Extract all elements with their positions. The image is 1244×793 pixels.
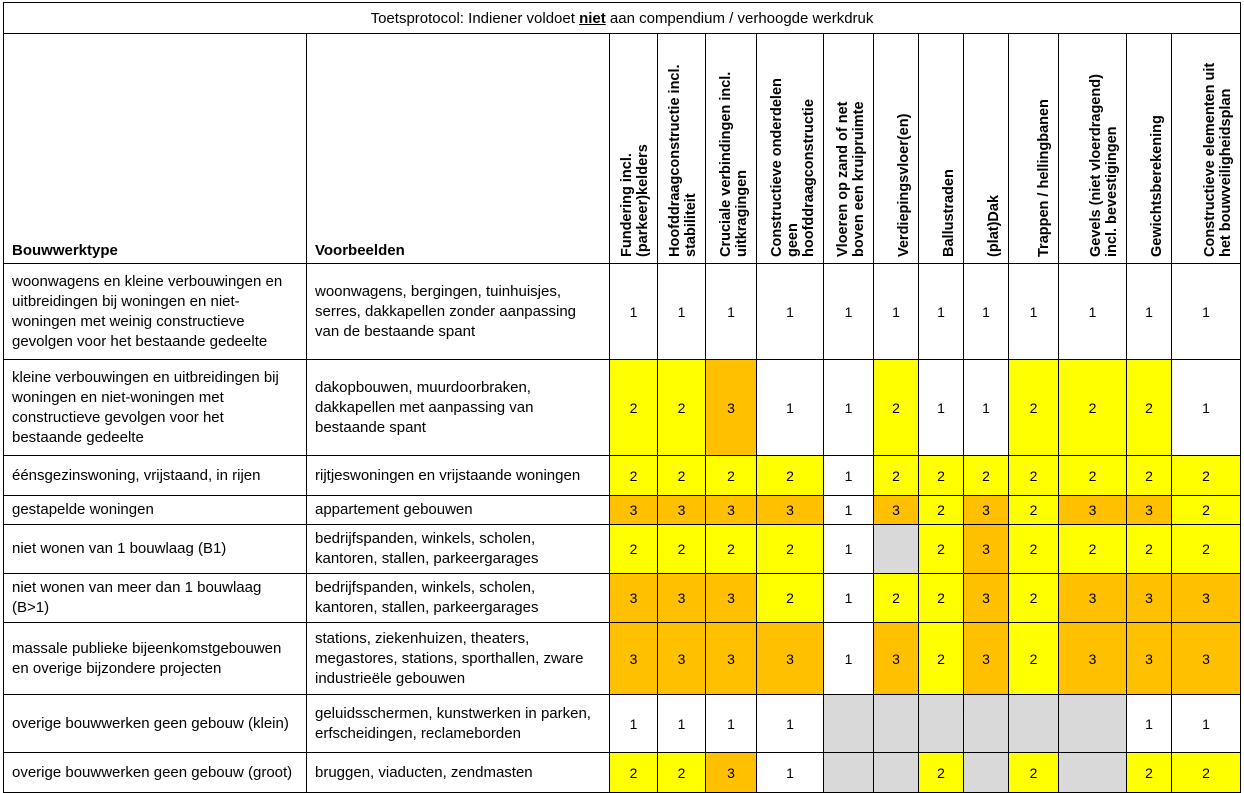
level-cell: 2 [1172, 525, 1241, 574]
column-header-category [964, 34, 1009, 264]
table-row [4, 456, 1241, 496]
voorbeelden-cell: dakopbouwen, muurdoorbraken, dakkapellen met aanpassing van bestaande spant [307, 360, 610, 456]
level-cell: 1 [610, 264, 658, 360]
level-cell: 2 [706, 525, 757, 574]
bouwwerktype-cell: niet wonen van 1 bouwlaag (B1) [4, 525, 307, 574]
level-cell: 2 [874, 574, 919, 623]
table-row [4, 496, 1241, 525]
level-cell: 3 [706, 623, 757, 695]
level-cell [1059, 753, 1127, 793]
level-cell: 1 [824, 525, 874, 574]
level-cell: 2 [919, 496, 964, 525]
level-cell: 2 [964, 456, 1009, 496]
level-cell: 3 [610, 574, 658, 623]
level-cell: 1 [1172, 360, 1241, 456]
column-header-category [919, 34, 964, 264]
level-cell: 3 [964, 525, 1009, 574]
level-cell: 3 [1127, 623, 1172, 695]
level-cell: 3 [1172, 623, 1241, 695]
title-emphasis: niet [579, 9, 606, 27]
bouwwerktype-cell: niet wonen van meer dan 1 bouwlaag (B>1) [4, 574, 307, 623]
level-cell: 1 [757, 360, 824, 456]
level-cell: 2 [658, 456, 706, 496]
level-cell: 2 [1009, 525, 1059, 574]
column-header-category [874, 34, 919, 264]
column-header-line: boven een kruipruimte [851, 101, 867, 257]
level-cell: 1 [1127, 695, 1172, 753]
level-cell: 2 [658, 360, 706, 456]
column-header-category [824, 34, 874, 264]
level-cell: 3 [1127, 574, 1172, 623]
level-cell [874, 525, 919, 574]
voorbeelden-cell: bedrijfspanden, winkels, scholen, kantoren, stallen, parkeergarages [307, 574, 610, 623]
table-row [4, 753, 1241, 793]
level-cell: 2 [919, 574, 964, 623]
bouwwerktype-cell: overige bouwwerken geen gebouw (klein) [4, 695, 307, 753]
level-cell [1009, 695, 1059, 753]
level-cell: 2 [757, 574, 824, 623]
level-cell: 3 [658, 574, 706, 623]
level-cell: 1 [757, 264, 824, 360]
level-cell: 2 [1059, 360, 1127, 456]
level-cell: 3 [1059, 623, 1127, 695]
level-cell: 2 [658, 753, 706, 793]
level-cell: 2 [1172, 496, 1241, 525]
level-cell: 2 [1127, 360, 1172, 456]
column-header-category [706, 34, 757, 264]
bouwwerktype-cell: overige bouwwerken geen gebouw (groot) [4, 753, 307, 793]
table-row [4, 360, 1241, 456]
column-header-line: het bouwveiligheidsplan [1218, 88, 1234, 257]
level-cell: 3 [757, 496, 824, 525]
level-cell: 3 [964, 574, 1009, 623]
column-header-category [1172, 34, 1241, 264]
level-cell: 1 [757, 753, 824, 793]
column-header-line: Trappen / hellingbanen [1036, 99, 1052, 257]
bouwwerktype-cell: massale publieke bijeenkomstgebouwen en overige bijzondere projecten [4, 623, 307, 695]
level-cell: 3 [964, 623, 1009, 695]
level-cell: 3 [610, 623, 658, 695]
level-cell: 2 [1059, 456, 1127, 496]
level-cell [964, 753, 1009, 793]
level-cell: 1 [1127, 264, 1172, 360]
level-cell: 1 [824, 264, 874, 360]
level-cell: 1 [824, 623, 874, 695]
column-header-category [610, 34, 658, 264]
column-header-line: uitkragingen [734, 169, 750, 257]
level-cell: 1 [964, 264, 1009, 360]
voorbeelden-cell: woonwagens, bergingen, tuinhuisjes, serres, dakkapellen zonder aanpassing van de bestaande spant [307, 264, 610, 360]
level-cell: 1 [706, 695, 757, 753]
level-cell: 3 [1172, 574, 1241, 623]
level-cell: 1 [919, 360, 964, 456]
column-header-line: Ballustraden [941, 169, 957, 257]
column-header-category [1059, 34, 1127, 264]
column-header-line: (parkeer)kelders [635, 144, 651, 257]
level-cell: 2 [919, 456, 964, 496]
level-cell: 3 [706, 753, 757, 793]
level-cell: 2 [610, 753, 658, 793]
level-cell: 1 [757, 695, 824, 753]
level-cell: 2 [1127, 525, 1172, 574]
column-header-line: Verdiepingsvloer(en) [896, 113, 912, 257]
column-header-voorbeelden: Voorbeelden [307, 34, 610, 264]
column-header-line: Gevels (niet vloerdragend) [1088, 74, 1104, 257]
column-header-line: Cruciale verbindingen incl. [718, 71, 734, 257]
level-cell [919, 695, 964, 753]
column-header-line: Gewichtsberekening [1149, 115, 1165, 257]
level-cell: 1 [824, 456, 874, 496]
level-cell: 2 [1172, 753, 1241, 793]
column-header-category [658, 34, 706, 264]
level-cell: 1 [824, 360, 874, 456]
column-header-line: Vloeren op zand of net [835, 101, 851, 257]
level-cell: 2 [1172, 456, 1241, 496]
column-header-line: stabiliteit [683, 193, 699, 257]
level-cell: 2 [1009, 574, 1059, 623]
level-cell: 2 [1059, 525, 1127, 574]
level-cell: 1 [824, 574, 874, 623]
level-cell: 1 [1172, 695, 1241, 753]
level-cell: 3 [706, 360, 757, 456]
level-cell: 2 [1009, 360, 1059, 456]
level-cell: 2 [610, 525, 658, 574]
level-cell: 2 [919, 753, 964, 793]
level-cell: 3 [1059, 496, 1127, 525]
level-cell: 3 [874, 496, 919, 525]
column-header-line: incl. bevestigingen [1104, 126, 1120, 257]
level-cell: 1 [964, 360, 1009, 456]
level-cell [874, 695, 919, 753]
bouwwerktype-cell: éénsgezinswoning, vrijstaand, in rijen [4, 456, 307, 496]
level-cell: 3 [1127, 496, 1172, 525]
level-cell: 2 [1009, 623, 1059, 695]
column-header-category [757, 34, 824, 264]
level-cell: 1 [658, 264, 706, 360]
level-cell: 1 [919, 264, 964, 360]
column-header-line: Constructieve elementen uit [1202, 62, 1218, 257]
level-cell: 3 [706, 574, 757, 623]
header-row [4, 34, 1241, 264]
level-cell: 2 [874, 456, 919, 496]
table-row [4, 623, 1241, 695]
level-cell: 1 [706, 264, 757, 360]
bouwwerktype-cell: woonwagens en kleine verbouwingen en uitbreidingen bij woningen en niet-woningen met weinig constructieve gevolgen voor het bestaande gedeelte [4, 264, 307, 360]
level-cell: 2 [610, 360, 658, 456]
level-cell: 3 [757, 623, 824, 695]
level-cell: 2 [1127, 456, 1172, 496]
level-cell: 2 [1009, 753, 1059, 793]
table-row [4, 264, 1241, 360]
level-cell: 2 [610, 456, 658, 496]
voorbeelden-cell: stations, ziekenhuizen, theaters, megastores, stations, sporthallen, zware industrieële gebouwen [307, 623, 610, 695]
voorbeelden-cell: rijtjeswoningen en vrijstaande woningen [307, 456, 610, 496]
level-cell [874, 753, 919, 793]
level-cell: 1 [610, 695, 658, 753]
table-row [4, 695, 1241, 753]
level-cell: 1 [1009, 264, 1059, 360]
level-cell: 3 [706, 496, 757, 525]
table-row [4, 525, 1241, 574]
level-cell: 2 [1009, 456, 1059, 496]
level-cell: 2 [757, 456, 824, 496]
column-header-line: Hoofddraagconstructie incl. [667, 64, 683, 257]
level-cell: 3 [1059, 574, 1127, 623]
level-cell: 3 [964, 496, 1009, 525]
level-cell: 3 [874, 623, 919, 695]
column-header-category [1127, 34, 1172, 264]
level-cell: 3 [658, 496, 706, 525]
level-cell: 2 [874, 360, 919, 456]
level-cell: 2 [1009, 496, 1059, 525]
level-cell [824, 695, 874, 753]
column-header-line: Constructieve onderdelen [769, 78, 785, 257]
level-cell: 1 [874, 264, 919, 360]
table-body [4, 264, 1241, 793]
table-row [4, 574, 1241, 623]
toetsprotocol-table [3, 2, 1241, 793]
level-cell: 2 [658, 525, 706, 574]
level-cell: 2 [757, 525, 824, 574]
level-cell: 1 [1172, 264, 1241, 360]
column-header-line: geen [785, 223, 801, 257]
voorbeelden-cell: geluidsschermen, kunstwerken in parken, erfscheidingen, reclameborden [307, 695, 610, 753]
column-header-line: (plat)Dak [986, 194, 1002, 257]
bouwwerktype-cell: gestapelde woningen [4, 496, 307, 525]
level-cell: 3 [610, 496, 658, 525]
column-header-bouwwerktype: Bouwwerktype [4, 34, 307, 264]
level-cell: 2 [919, 525, 964, 574]
level-cell: 2 [919, 623, 964, 695]
voorbeelden-cell: bruggen, viaducten, zendmasten [307, 753, 610, 793]
title-row [4, 3, 1241, 34]
bouwwerktype-cell: kleine verbouwingen en uitbreidingen bij woningen en niet-woningen met constructieve gevolgen voor het bestaande gedeelte [4, 360, 307, 456]
column-header-category [1009, 34, 1059, 264]
level-cell: 2 [706, 456, 757, 496]
level-cell: 2 [1127, 753, 1172, 793]
voorbeelden-cell: appartement gebouwen [307, 496, 610, 525]
level-cell: 3 [658, 623, 706, 695]
level-cell: 1 [1059, 264, 1127, 360]
level-cell: 1 [658, 695, 706, 753]
column-header-line: Fundering incl. [619, 153, 635, 257]
column-header-line: hoofddraagconstructie [801, 99, 817, 257]
voorbeelden-cell: bedrijfspanden, winkels, scholen, kantoren, stallen, parkeergarages [307, 525, 610, 574]
level-cell [1059, 695, 1127, 753]
level-cell [964, 695, 1009, 753]
level-cell: 1 [824, 496, 874, 525]
table-title: Toetsprotocol: Indiener voldoet niet aan compendium / verhoogde werkdruk [4, 3, 1241, 34]
level-cell [824, 753, 874, 793]
